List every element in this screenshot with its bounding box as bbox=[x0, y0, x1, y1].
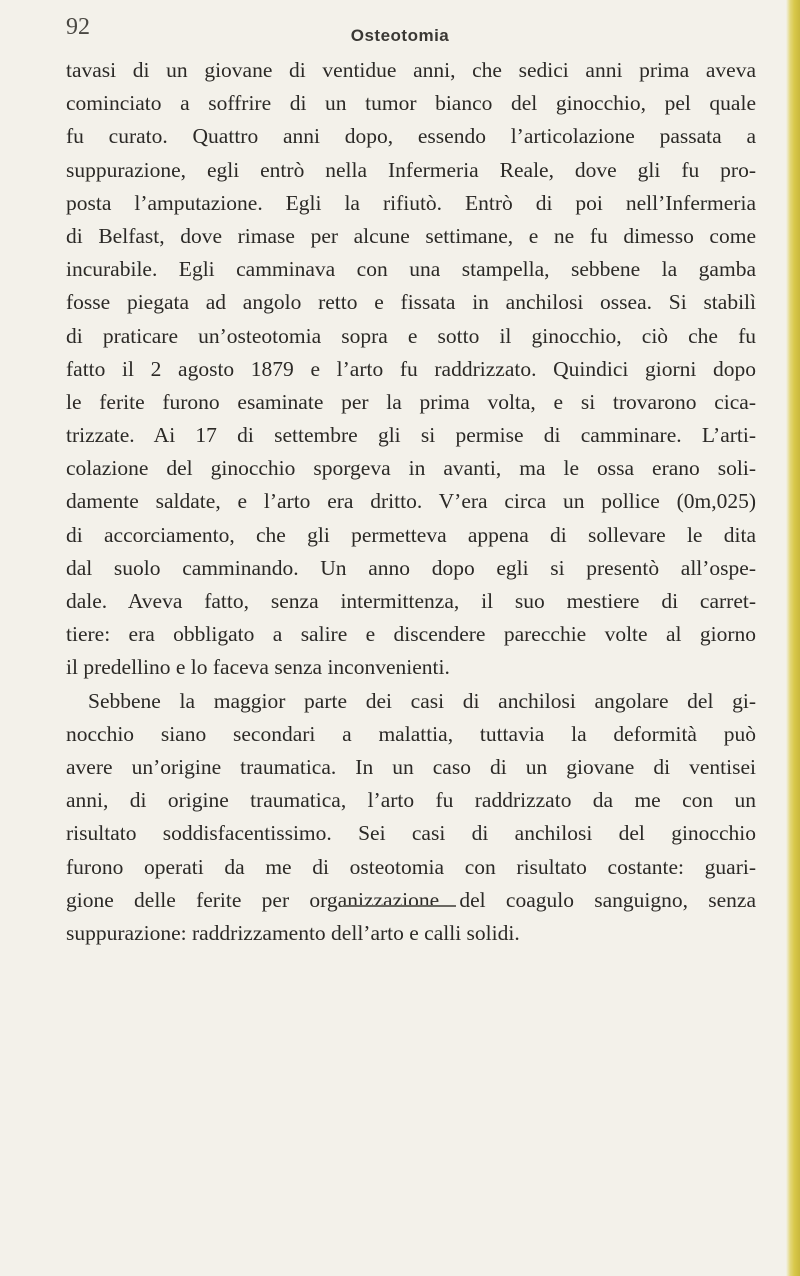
text-line: tiere: era obbligato a salire e discendere parecchie volte al giorno bbox=[66, 622, 756, 647]
text-line: posta l’amputazione. Egli la rifiutò. Entrò di poi nell’Infermeria bbox=[66, 190, 756, 215]
text-line: nocchio siano secondari a malattia, tuttavia la deformità può bbox=[66, 721, 756, 746]
text-line: di Belfast, dove rimase per alcune settimane, e ne fu dimesso come bbox=[66, 223, 756, 248]
text-line: tavasi di un giovane di ventidue anni, che sedici anni prima aveva bbox=[66, 58, 756, 82]
text-line: gione delle ferite per organizzazione del coagulo sanguigno, senza bbox=[66, 887, 756, 912]
text-line: fatto il 2 agosto 1879 e l’arto fu raddrizzato. Quindici giorni dopo bbox=[66, 356, 756, 381]
page-number: 92 bbox=[66, 14, 90, 40]
text-line: colazione del ginocchio sporgeva in avanti, ma le ossa erano soli- bbox=[66, 456, 756, 481]
text-line: dale. Aveva fatto, senza intermittenza, il suo mestiere di carret- bbox=[66, 589, 756, 613]
section-end-rule bbox=[343, 905, 456, 907]
text-line: risultato soddisfacentissimo. Sei casi di anchilosi del ginocchio bbox=[66, 821, 756, 846]
text-line: suppurazione: raddrizzamento dell’arto e calli solidi. bbox=[66, 920, 520, 945]
text-line: suppurazione, egli entrò nella Infermeria Reale, dove gli fu pro- bbox=[66, 157, 756, 182]
running-title: Osteotomia bbox=[350, 26, 450, 45]
text-line: dal suolo camminando. Un anno dopo egli si presentò all’ospe- bbox=[66, 555, 756, 580]
text-line: damente saldate, e l’arto era dritto. V’era circa un pollice (0m,025) bbox=[66, 489, 756, 514]
text-line: Sebbene la maggior parte dei casi di anchilosi angolare del gi- bbox=[88, 688, 756, 713]
text-line: incurabile. Egli camminava con una stampella, sebbene la gamba bbox=[66, 257, 756, 282]
text-line: di praticare un’osteotomia sopra e sotto il ginocchio, ciò che fu bbox=[66, 323, 756, 348]
page-edge bbox=[786, 0, 800, 1276]
text-line: il predellino e lo faceva senza inconvenienti. bbox=[66, 655, 450, 680]
text-line: fu curato. Quattro anni dopo, essendo l’articolazione passata a bbox=[66, 124, 756, 149]
text-line: di accorciamento, che gli permetteva appena di sollevare le dita bbox=[66, 522, 756, 547]
text-line: fosse piegata ad angolo retto e fissata in anchilosi ossea. Si stabilì bbox=[66, 290, 756, 315]
body-text bbox=[66, 54, 756, 950]
text-line: anni, di origine traumatica, l’arto fu raddrizzato da me con un bbox=[66, 788, 756, 813]
text-line: avere un’origine traumatica. In un caso di un giovane di ventisei bbox=[66, 754, 756, 779]
text-line: furono operati da me di osteotomia con risultato costante: guari- bbox=[66, 854, 756, 879]
text-line: trizzate. Ai 17 di settembre gli si permise di camminare. L’arti- bbox=[66, 423, 756, 448]
text-line: le ferite furono esaminate per la prima volta, e si trovarono cica- bbox=[66, 389, 756, 414]
text-line: cominciato a soffrire di un tumor bianco del ginocchio, pel quale bbox=[66, 91, 756, 116]
